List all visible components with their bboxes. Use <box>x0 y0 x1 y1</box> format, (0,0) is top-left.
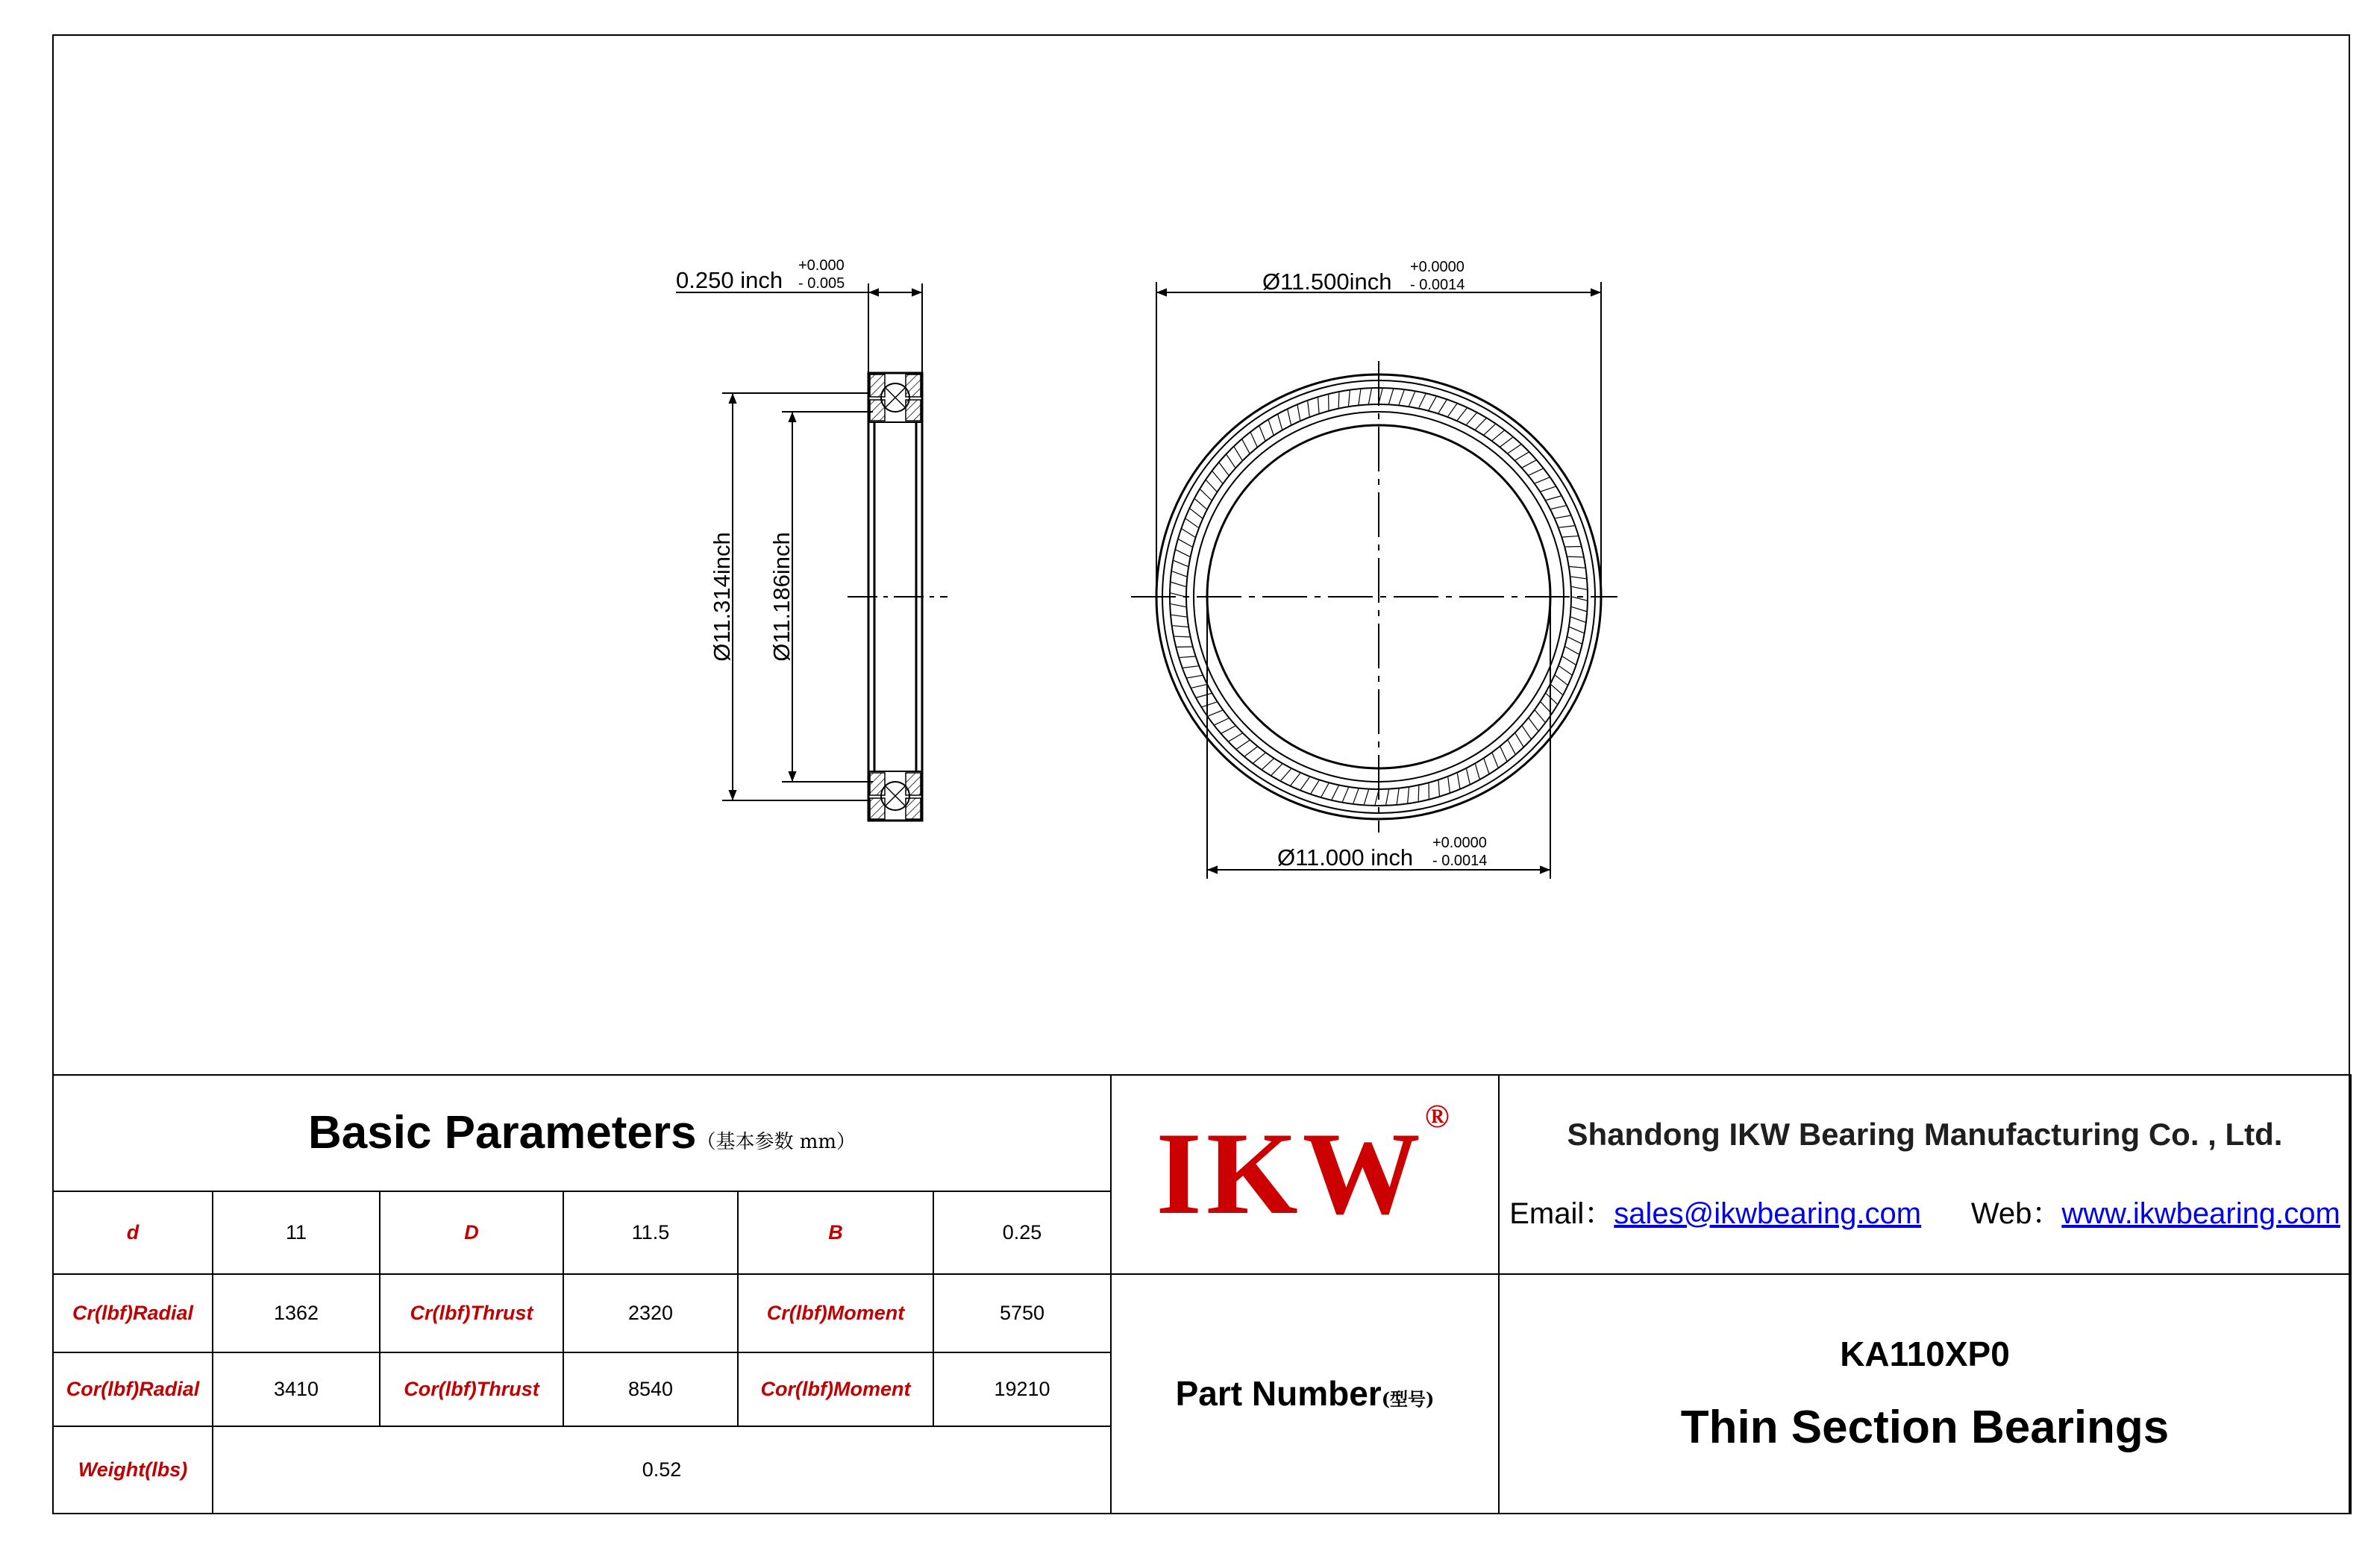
ball-separator-stroke <box>1438 780 1439 796</box>
website-link[interactable]: www.ikwbearing.com <box>2061 1197 2340 1230</box>
ball-separator-stroke <box>1179 539 1192 547</box>
ball-separator-stroke <box>1572 586 1587 589</box>
ball-separator-stroke <box>1500 747 1507 761</box>
ball-separator-stroke <box>1529 468 1543 475</box>
width-tolerance-upper: +0.000 <box>798 257 845 274</box>
ball-separator-stroke <box>1484 759 1489 773</box>
contact-line <box>1500 1190 2350 1232</box>
ball-separator-stroke <box>1386 790 1389 805</box>
side-top-section <box>868 373 922 422</box>
side-bottom-section <box>868 771 922 821</box>
inner-diameter-label: Ø11.000 inch <box>1277 844 1414 871</box>
param-label-B: B <box>738 1191 933 1274</box>
ball-separator-stroke <box>1457 408 1467 420</box>
ball-separator-stroke <box>1567 556 1583 557</box>
ball-separator-stroke <box>1448 777 1450 792</box>
ball-separator-stroke <box>1467 769 1470 784</box>
basic-parameters-subtitle: （基本参数 mm） <box>696 1131 856 1154</box>
ball-separator-stroke <box>1556 675 1567 685</box>
ball-separator-stroke <box>1492 753 1498 768</box>
ball-separator-stroke <box>1457 774 1460 788</box>
ball-separator-stroke <box>1245 747 1257 756</box>
front-view <box>1131 282 1617 879</box>
ball-separator-stroke <box>1515 733 1523 747</box>
ball-separator-stroke <box>1565 647 1579 654</box>
ball-separator-stroke <box>1368 389 1371 404</box>
inner-diameter-tolerance-upper: +0.0000 <box>1432 835 1487 851</box>
ball-separator-stroke <box>1271 764 1282 775</box>
ball-separator-stroke <box>1535 477 1550 483</box>
basic-parameters-title: Basic Parameters <box>307 1107 697 1159</box>
param-value-d: 11 <box>213 1191 380 1274</box>
ball-separator-stroke <box>1173 626 1188 627</box>
ikw-logo <box>1156 1098 1454 1240</box>
ball-separator-stroke <box>1562 656 1575 665</box>
param-value-cr-radial: 1362 <box>213 1274 380 1352</box>
ball-separator-stroke <box>1202 702 1216 707</box>
ball-separator-stroke <box>1348 391 1350 406</box>
ball-separator-stroke <box>1364 790 1368 805</box>
ball-separator-stroke <box>1535 710 1545 722</box>
param-label-cor-moment: Cor(lbf)Moment <box>738 1352 933 1426</box>
ball-separator-stroke <box>1342 788 1348 802</box>
ball-separator-stroke <box>1311 780 1319 793</box>
ball-separator-stroke <box>1281 769 1291 781</box>
param-value-cor-radial: 3410 <box>213 1352 380 1426</box>
ball-separator-stroke <box>1522 726 1530 738</box>
ball-separator-stroke <box>1492 430 1504 440</box>
ball-separator-stroke <box>1559 666 1572 675</box>
ball-separator-stroke <box>1546 496 1561 501</box>
ball-separator-stroke <box>1212 471 1222 483</box>
ikw-logo-text: IKW <box>1156 1108 1425 1240</box>
part-number-label: Part Number <box>1175 1374 1382 1414</box>
side-outer-diameter-label: Ø11.314inch <box>709 532 735 662</box>
ball-separator-stroke <box>1183 666 1198 668</box>
param-label-cor-thrust: Cor(lbf)Thrust <box>380 1352 563 1426</box>
outer-diameter-label: Ø11.500inch <box>1262 269 1392 295</box>
ball-separator-stroke <box>1448 404 1457 416</box>
param-value-cor-thrust: 8540 <box>563 1352 738 1426</box>
param-label-D: D <box>380 1191 563 1274</box>
ball-separator-stroke <box>1176 550 1189 556</box>
ball-separator-stroke <box>1484 424 1495 435</box>
ball-separator-stroke <box>1187 675 1202 678</box>
ball-separator-stroke <box>1171 604 1185 607</box>
ball-separator-stroke <box>1206 480 1217 492</box>
ball-separator-stroke <box>1409 392 1415 406</box>
ball-separator-stroke <box>1182 529 1194 537</box>
param-label-d: d <box>53 1191 213 1274</box>
param-label-cr-radial: Cr(lbf)Radial <box>53 1274 213 1352</box>
email-label: Email： <box>1509 1197 1614 1230</box>
inner-diameter-tolerance-lower: - 0.0014 <box>1432 853 1488 869</box>
model-number: KA110XP0 <box>1840 1334 2010 1373</box>
ball-separator-stroke <box>1418 785 1419 801</box>
ball-separator-stroke <box>1476 764 1480 779</box>
ball-separator-stroke <box>1185 518 1198 527</box>
ball-separator-stroke <box>1242 439 1250 453</box>
ball-separator-stroke <box>1259 426 1265 440</box>
param-value-cr-thrust: 2320 <box>563 1274 738 1352</box>
ball-separator-stroke <box>1250 433 1257 447</box>
ball-separator-stroke <box>1237 740 1250 748</box>
ball-separator-stroke <box>1180 656 1195 657</box>
param-label-cr-moment: Cr(lbf)Moment <box>738 1274 933 1352</box>
ball-separator-stroke <box>1268 420 1274 434</box>
ball-separator-stroke <box>1288 410 1291 424</box>
ball-separator-stroke <box>1174 560 1188 566</box>
ball-separator-stroke <box>1556 515 1570 518</box>
ball-separator-stroke <box>1476 418 1486 430</box>
ball-separator-stroke <box>1571 577 1586 579</box>
param-value-weight: 0.52 <box>213 1426 1111 1514</box>
company-name: Shandong IKW Bearing Manufacturing Co. , Ltd. <box>1567 1116 2283 1152</box>
ball-separator-stroke <box>1208 710 1222 716</box>
param-label-cor-radial: Cor(lbf)Radial <box>53 1352 213 1426</box>
param-value-B: 0.25 <box>933 1191 1111 1274</box>
ball-separator-stroke <box>1515 452 1529 460</box>
param-label-weight: Weight(lbs) <box>53 1426 213 1514</box>
ball-separator-stroke <box>1318 398 1319 413</box>
width-tolerance-lower: - 0.005 <box>798 275 845 292</box>
ball-separator-stroke <box>1332 785 1338 799</box>
ball-separator-stroke <box>1359 389 1361 404</box>
ball-separator-stroke <box>1227 455 1235 468</box>
ball-separator-stroke <box>1197 694 1212 698</box>
ball-separator-stroke <box>1291 774 1300 785</box>
ball-separator-stroke <box>1500 437 1512 446</box>
product-type: Thin Section Bearings <box>1680 1401 2170 1453</box>
part-number-label-cell <box>1111 1274 1499 1514</box>
company-cell <box>1499 1075 2351 1274</box>
ball-separator-stroke <box>1522 460 1535 468</box>
outer-diameter-tolerance-upper: +0.0000 <box>1410 259 1465 275</box>
ball-separator-stroke <box>1338 392 1339 408</box>
ball-separator-stroke <box>1438 400 1447 413</box>
ball-separator-stroke <box>1215 718 1229 725</box>
ball-separator-stroke <box>1551 506 1566 509</box>
part-info-cell <box>1499 1274 2351 1514</box>
ball-separator-stroke <box>1191 685 1206 689</box>
ball-separator-stroke <box>1419 394 1426 407</box>
ball-separator-stroke <box>1529 718 1538 730</box>
ball-separator-stroke <box>1570 566 1585 568</box>
ball-separator-stroke <box>1200 489 1212 500</box>
web-label: Web： <box>1970 1197 2062 1230</box>
ball-separator-stroke <box>1571 617 1585 622</box>
ball-separator-stroke <box>1567 637 1581 644</box>
ball-separator-stroke <box>1174 636 1190 637</box>
email-link[interactable]: sales@ikwbearing.com <box>1614 1197 1922 1230</box>
ball-separator-stroke <box>1429 397 1436 410</box>
param-value-D: 11.5 <box>563 1191 738 1274</box>
ball-separator-stroke <box>1508 445 1520 453</box>
part-number-label-cn: (型号) <box>1381 1388 1435 1411</box>
logo-cell <box>1111 1075 1499 1274</box>
ball-separator-stroke <box>1190 509 1202 518</box>
width-dimension-label: 0.250 inch <box>676 267 783 293</box>
ball-separator-stroke <box>1551 685 1563 695</box>
ball-separator-stroke <box>1308 401 1309 416</box>
ball-separator-stroke <box>1171 582 1186 586</box>
ball-separator-stroke <box>1300 777 1309 790</box>
ball-separator-stroke <box>1234 447 1242 460</box>
ball-separator-stroke <box>1321 783 1329 797</box>
ball-separator-stroke <box>1262 759 1274 769</box>
ball-separator-stroke <box>1508 740 1515 753</box>
ball-separator-stroke <box>1467 413 1477 425</box>
ball-separator-stroke <box>1229 733 1242 741</box>
ball-separator-stroke <box>1546 694 1557 704</box>
ball-separator-stroke <box>1221 726 1235 733</box>
ball-separator-stroke <box>1570 627 1584 633</box>
param-value-cr-moment: 5750 <box>933 1274 1111 1352</box>
param-label-cr-thrust: Cr(lbf)Thrust <box>380 1274 563 1352</box>
outer-diameter-tolerance-lower: - 0.0014 <box>1410 277 1465 293</box>
ball-separator-stroke <box>1253 753 1265 763</box>
registered-mark: ® <box>1424 1098 1454 1135</box>
ball-separator-stroke <box>1559 526 1574 527</box>
ball-separator-stroke <box>1572 607 1587 612</box>
title-block <box>52 1074 2352 1514</box>
ball-separator-stroke <box>1397 789 1399 804</box>
ball-separator-stroke <box>1297 405 1300 420</box>
ball-separator-stroke <box>1408 788 1409 803</box>
ball-separator-stroke <box>1399 390 1404 404</box>
ball-separator-stroke <box>1562 536 1578 537</box>
ball-separator-stroke <box>1541 486 1555 492</box>
side-inner-diameter-label: Ø11.186inch <box>768 532 795 662</box>
ball-separator-stroke <box>1353 789 1359 803</box>
ball-separator-stroke <box>1278 415 1282 430</box>
basic-parameters-header <box>53 1075 1111 1191</box>
ball-separator-stroke <box>1389 389 1394 404</box>
ball-separator-stroke <box>1171 615 1186 617</box>
param-value-cor-moment: 19210 <box>933 1352 1111 1426</box>
ball-separator-stroke <box>1172 571 1186 577</box>
ball-separator-stroke <box>1219 463 1228 475</box>
ball-separator-stroke <box>1195 499 1207 509</box>
